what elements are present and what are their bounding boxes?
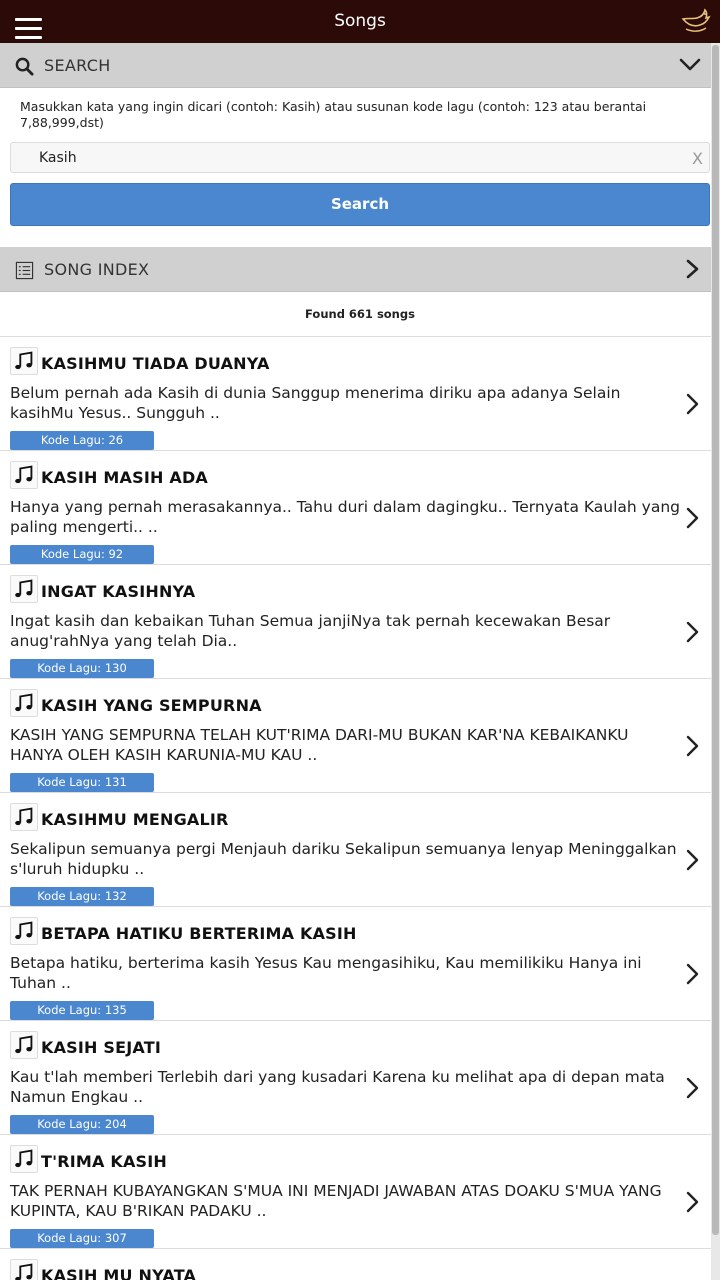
song-list-item[interactable] — [0, 565, 711, 679]
music-note-icon — [10, 575, 38, 603]
chevron-right-icon — [685, 1191, 699, 1213]
song-list-item[interactable] — [0, 1135, 711, 1249]
song-title: BETAPA HATIKU BERTERIMA KASIH — [41, 924, 357, 943]
search-button[interactable]: Search — [10, 183, 710, 226]
song-code-badge: Kode Lagu: 204 — [10, 1115, 154, 1134]
chevron-right-icon — [685, 393, 699, 415]
chevron-right-icon — [685, 849, 699, 871]
search-section-label: SEARCH — [44, 56, 111, 75]
song-excerpt: Ingat kasih dan kebaikan Tuhan Semua janjiNya tak pernah kecewakan Besar anug'rahNya yang telah Dia.. — [10, 612, 611, 650]
song-code-badge: Kode Lagu: 26 — [10, 431, 154, 450]
search-icon — [15, 57, 34, 76]
song-title: KASIH MASIH ADA — [41, 468, 209, 487]
song-code-badge: Kode Lagu: 131 — [10, 773, 154, 792]
song-code-badge: Kode Lagu: 92 — [10, 545, 154, 564]
chevron-down-icon — [679, 57, 701, 73]
song-excerpt: TAK PERNAH KUBAYANGKAN S'MUA INI MENJADI JAWABAN ATAS DOAKU S'MUA YANG KUPINTA, KAU B'RIKAN PADAKU .. — [10, 1182, 662, 1220]
song-excerpt: Belum pernah ada Kasih di dunia Sanggup menerima diriku apa adanya Selain kasihMu Yesus.. Sungguh .. — [10, 384, 621, 422]
chevron-right-icon — [685, 735, 699, 757]
song-list-item[interactable] — [0, 451, 711, 565]
music-note-icon — [10, 689, 38, 717]
song-code-badge: Kode Lagu: 135 — [10, 1001, 154, 1020]
chevron-right-icon — [685, 507, 699, 529]
music-note-icon — [10, 1031, 38, 1059]
search-field — [10, 142, 710, 173]
search-input[interactable] — [11, 143, 671, 172]
song-excerpt: KASIH YANG SEMPURNA TELAH KUT'RIMA DARI-MU BUKAN KAR'NA KEBAIKANKU HANYA OLEH KASIH KARUNIA-MU KAU .. — [10, 726, 629, 764]
list-icon — [15, 261, 34, 280]
song-list-item[interactable] — [0, 793, 711, 907]
song-title: KASIH YANG SEMPURNA — [41, 696, 262, 715]
chevron-right-icon — [683, 259, 701, 279]
chevron-right-icon — [685, 1077, 699, 1099]
page-title: Songs — [334, 11, 386, 31]
music-note-icon — [10, 917, 38, 945]
dove-logo-icon — [680, 5, 712, 37]
song-title: T'RIMA KASIH — [41, 1152, 168, 1171]
song-list-item[interactable] — [0, 907, 711, 1021]
song-code-badge: Kode Lagu: 132 — [10, 887, 154, 906]
music-note-icon — [10, 1145, 38, 1173]
scrollbar-thumb[interactable] — [712, 45, 719, 1235]
found-count-text: Found 661 songs — [305, 307, 415, 321]
song-excerpt: Kau t'lah memberi Terlebih dari yang kusadari Karena ku melihat apa di depan mata Namun Engkau .. — [10, 1068, 665, 1106]
song-title: KASIHMU TIADA DUANYA — [41, 354, 270, 373]
song-code-badge: Kode Lagu: 307 — [10, 1229, 154, 1248]
search-section-header[interactable] — [0, 43, 711, 88]
song-list-item[interactable] — [0, 337, 711, 451]
music-note-icon — [10, 461, 38, 489]
song-code-badge: Kode Lagu: 130 — [10, 659, 154, 678]
clear-search-button[interactable]: X — [692, 149, 703, 168]
song-index-label: SONG INDEX — [44, 260, 150, 279]
search-help-text: Masukkan kata yang ingin dicari (contoh: Kasih) atau susunan kode lagu (contoh: 123 atau berantai 7,88,999,dst) — [20, 99, 647, 130]
song-index-header[interactable] — [0, 247, 711, 292]
music-note-icon — [10, 803, 38, 831]
song-list-item[interactable] — [0, 679, 711, 793]
scrollbar[interactable] — [711, 43, 720, 1280]
song-list-item[interactable] — [0, 1021, 711, 1135]
chevron-right-icon — [685, 963, 699, 985]
song-excerpt: Betapa hatiku, berterima kasih Yesus Kau mengasihiku, Kau memilikiku Hanya ini Tuhan .. — [10, 954, 642, 992]
song-title: KASIH MU NYATA — [41, 1266, 197, 1280]
song-list-item[interactable] — [0, 1249, 711, 1280]
music-note-icon — [10, 347, 38, 375]
app-bar — [0, 0, 720, 43]
chevron-right-icon — [685, 621, 699, 643]
song-excerpt: Hanya yang pernah merasakannya.. Tahu duri dalam dagingku.. Ternyata Kaulah yang paling mengerti.. .. — [10, 498, 680, 536]
song-title: KASIH SEJATI — [41, 1038, 162, 1057]
song-title: INGAT KASIHNYA — [41, 582, 196, 601]
music-note-icon — [10, 1259, 38, 1280]
song-excerpt: Sekalipun semuanya pergi Menjauh dariku Sekalipun semuanya lenyap Meninggalkan s'luruh hidupku .. — [10, 840, 677, 878]
song-list — [0, 337, 711, 1280]
song-title: KASIHMU MENGALIR — [41, 810, 229, 829]
